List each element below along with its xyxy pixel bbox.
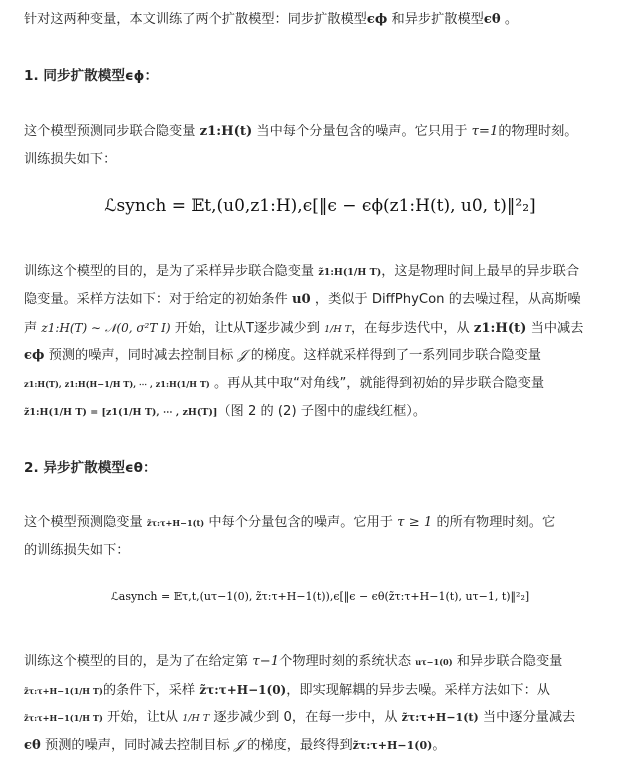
sync-model-symbol: ϵϕ	[366, 12, 388, 27]
text: ，类似于 DiffPhyCon 的去噪过程，从高斯噪	[310, 292, 581, 307]
math-J: 𝒥	[233, 738, 243, 753]
math-gaussian-init: z1:H(T) ∼ 𝒩(0, σ²T I)	[41, 321, 171, 335]
section1-paragraph1-line2: 训练损失如下：	[24, 152, 117, 167]
text: 声	[24, 321, 42, 336]
text: 开始，让t从	[102, 710, 183, 725]
text: 逐步减少到 0，在每一步中，从	[209, 710, 402, 725]
math-z-tilde-window: z̃τ:τ+H−1(t)	[146, 518, 205, 528]
text: 当中每个分量包含的噪声。它只用于	[252, 124, 472, 139]
text: 这个模型预测隐变量	[24, 515, 147, 530]
section2-paragraph1-line2: 的训练损失如下：	[24, 543, 130, 558]
math-t-frac: 1/H T	[182, 713, 210, 724]
math-z-tilde-start: z̃τ:τ+H−1(1/H T)	[24, 713, 103, 723]
intro-text: 针对这两种变量，本文训练了两个扩散模型：同步扩散模型	[24, 12, 367, 27]
section2-heading: 2. 异步扩散模型ϵθ：	[24, 460, 157, 476]
section1-p2-line2	[24, 286, 624, 314]
section1-heading: 1. 同步扩散模型ϵϕ：	[24, 68, 159, 84]
text: 个物理时刻的系统状态	[279, 654, 416, 669]
math-eps-phi: ϵϕ	[24, 348, 45, 363]
equation-asynch-loss: ℒasynch = 𝔼τ,t,(uτ−1(0), z̃τ:τ+H−1(t)),ϵ[‖ϵ − ϵθ(z̃τ:τ+H−1(t), uτ−1, t)‖²₂]	[110, 590, 530, 603]
text: ，即实现解耦的异步去噪。采样方法如下：从	[286, 683, 550, 698]
text: 中每个分量包含的噪声。它用于	[204, 515, 398, 530]
text: 当中减去	[526, 321, 584, 336]
text: 开始，让t从T逐步减少到	[170, 321, 325, 336]
section2-p2-line2	[24, 676, 624, 705]
text: 的条件下，采样	[102, 683, 200, 698]
text: （图 2 的 (2) 子图中的虚线红框）。	[217, 404, 427, 419]
text: 的梯度，最终得到	[242, 738, 353, 753]
text: 的物理时刻。	[498, 124, 578, 139]
math-eps-theta: ϵθ	[24, 738, 41, 753]
math-diagonal: z̃1:H(1/H T) = [z1(1/H T), ⋯ , zH(T)]	[24, 407, 218, 418]
section1-p2-line4	[24, 342, 624, 370]
section1-paragraph1-line1	[24, 118, 624, 146]
text: 的所有物理时刻。它	[432, 515, 556, 530]
math-t-frac: 1/H T	[324, 324, 351, 335]
math-sync-sequence: z1:H(T), z1:H(H−1/H T), ⋯ , z1:H(1/H T)	[24, 379, 210, 389]
text: 。再从其中取“对角线”，就能得到初始的异步联合隐变量	[209, 376, 545, 391]
math-z-sync: z1:H(t)	[199, 124, 253, 139]
section2-p2-line4	[24, 732, 624, 760]
text: 隐变量。采样方法如下：对于给定的初始条件	[24, 292, 292, 307]
text: 训练这个模型的目的，是为了在给定第	[24, 654, 253, 669]
math-tau-geq-1: τ ≥ 1	[397, 515, 433, 530]
text: 预测的噪声，同时减去控制目标	[40, 738, 234, 753]
intro-text: 和异步扩散模型	[387, 12, 484, 27]
section1-p2-line1	[24, 258, 624, 287]
text: 预测的噪声，同时减去控制目标	[44, 348, 238, 363]
section2-p2-line1	[24, 648, 624, 676]
text: 当中逐分量减去	[478, 710, 576, 725]
async-model-symbol: ϵθ	[483, 12, 501, 27]
section2-paragraph1-line1	[24, 509, 624, 537]
math-tau-eq-1: τ=1	[471, 124, 499, 139]
math-u0: u0	[291, 292, 311, 307]
math-z-tilde-init: z̃τ:τ+H−1(1/H T)	[24, 686, 103, 696]
text: ，在每步迭代中，从	[350, 321, 474, 336]
math-u-state: uτ−1(0)	[415, 657, 453, 667]
equation-synch-loss: ℒsynch = 𝔼t,(u0,z1:H),ϵ[‖ϵ − ϵϕ(z1:H(t), u0, t)‖²₂]	[104, 196, 536, 216]
text: 这个模型预测同步联合隐变量	[24, 124, 200, 139]
text: 训练这个模型的目的，是为了采样异步联合隐变量	[24, 264, 319, 279]
math-tau-minus-1: τ−1	[252, 654, 280, 669]
math-z-tilde: z̃1:H(1/H T)	[318, 267, 382, 278]
math-z-tilde-final: z̃τ:τ+H−1(0)	[352, 739, 433, 752]
math-J: 𝒥	[237, 348, 247, 363]
text: 。	[432, 738, 446, 753]
section1-p2-line3	[24, 314, 624, 344]
section2-p2-line3	[24, 704, 624, 733]
intro-text: 。	[500, 12, 519, 27]
text: ，这是物理时间上最早的异步联合	[381, 264, 580, 279]
text: 的梯度。这样就采样得到了一系列同步联合隐变量	[246, 348, 541, 363]
math-z-tilde-t: z̃τ:τ+H−1(t)	[401, 711, 479, 724]
text: 和异步联合隐变量	[452, 654, 563, 669]
section1-p2-line5	[24, 370, 624, 398]
math-z-tilde-zero: z̃τ:τ+H−1(0)	[199, 683, 287, 697]
math-z-sync-t: z1:H(t)	[473, 321, 527, 336]
intro-paragraph	[24, 6, 624, 34]
section1-p2-line6	[24, 398, 624, 427]
